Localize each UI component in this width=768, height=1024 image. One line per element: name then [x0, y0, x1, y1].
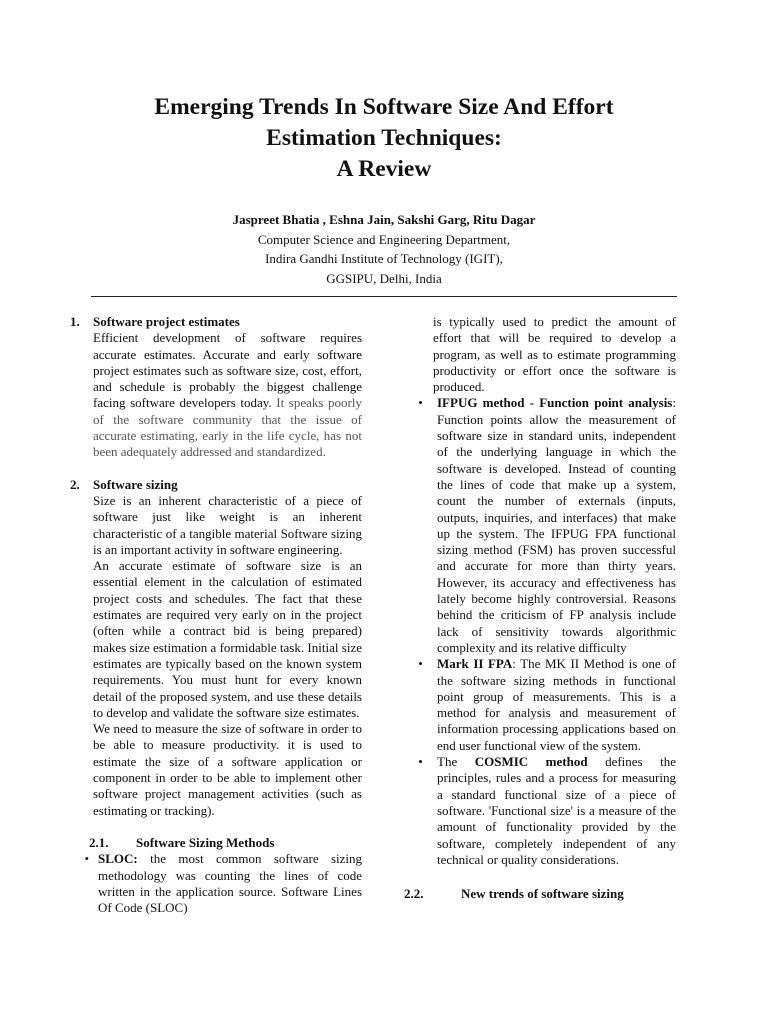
affiliation-line-1: Computer Science and Engineering Department,: [257, 231, 511, 247]
section-1-heading: [60, 314, 362, 330]
bullet-mark-ii: [404, 656, 676, 754]
bullet-text: [98, 851, 362, 916]
bullet-label: SLOC:: [98, 851, 138, 867]
section-2-paragraph-3: We need to measure the size of software in order to be able to measure productivity. it is used to estimate the size of a software application or component in order to be able to implement other software project management activities (such as estimating or tracking).: [93, 721, 362, 818]
bullet-body: : The MK II Method is one of the software sizing methods in functional point group of measurements. This is a method for analysis and measurement of information processing applications based on end user functional view of the system.: [437, 656, 676, 753]
paper-title: [60, 92, 708, 185]
affiliation-line-2: Indira Gandhi Institute of Technology (IGIT),: [265, 251, 503, 266]
subsection-2-1-heading: [60, 835, 362, 851]
bullet-body: the most common software sizing methodology was counting the lines of code written in the application source. Software Lines Of Code (SLOC): [98, 851, 362, 916]
bullet-text: [437, 656, 676, 754]
header-divider: [91, 296, 677, 297]
bullet-cosmic: [404, 754, 676, 868]
bullet-icon: •: [418, 395, 423, 411]
author-names: Jaspreet Bhatia , Eshna Jain, Sakshi Garg, Ritu Dagar: [232, 212, 536, 227]
subsection-title: Software Sizing Methods: [136, 834, 275, 850]
bullet-text: [437, 754, 676, 868]
paragraph-text: Efficient development of software requires accurate estimates. Accurate and early software project estimates such as software size, cost, effort, and schedule is probably the biggest challenge facing software developers today.: [93, 330, 362, 411]
subsection-2-2-heading: [404, 886, 676, 902]
bullet-label: IFPUG method - Function point analysis: [437, 395, 673, 411]
bullet-label: Mark II FPA: [437, 656, 513, 672]
bullet-icon: •: [84, 851, 89, 867]
left-column: [60, 314, 362, 916]
bullet-prefix: The: [437, 754, 475, 770]
author-block: [60, 210, 708, 288]
section-2-paragraph-2: An accurate estimate of software size is an essential element in the calculation of estimated project costs and schedules. The fact that these estimates are required very early on in the project (often while a contract bid is being prepared) makes size estimation a formidable task. Initial size estimates are typically based on the known system requirements. You must hunt for every known detail of the proposed system, and use these details to develop and validate the software size estimates.: [93, 558, 362, 720]
bullet-text: [437, 395, 676, 656]
subsection-number: 2.1.: [89, 834, 109, 850]
bullet-body: : Function points allow the measurement of software size in standard units, independent of the underlying language in which the software is developed. Instead of counting the lines of code that make up a system, count the number of externals (inputs, outputs, inquiries, and interfaces) that make up the system. The IFPUG FPA functional sizing method (FSM) has proven successful and accurate for more than thirty years. However, its accuracy and effectiveness has lately become highly controversial. Reasons behind the criticism of FP analysis include lack of sensitivity towards algorithmic complexity and its relative difficulty: [437, 395, 676, 655]
bullet-label: COSMIC method: [474, 754, 588, 770]
subsection-title: New trends of software sizing: [461, 886, 624, 902]
section-title: Software project estimates: [93, 314, 240, 329]
subsection-number: 2.2.: [404, 886, 424, 902]
sloc-continuation: is typically used to predict the amount of effort that will be required to develop a program, as well as to estimate programming productivity or effort once the software is produced.: [433, 314, 676, 395]
bullet-ifpug: [404, 395, 676, 656]
section-2-paragraph-1: Size is an inherent characteristic of a piece of software just like weight is an inherent characteristic of a tangible material Software sizing is an important activity in software engineering.: [93, 492, 362, 557]
section-1-paragraph: [93, 330, 362, 460]
bullet-body: defines the principles, rules and a process for measuring a standard functional size of a piece of software. 'Functional size' is a measure of the amount of functionality provided by the software, completely independent of any technical or quality considerations.: [437, 754, 676, 867]
paragraph-text-gray: It speaks poorly of the software community that the issue of accurate estimating, early in the life cycle, has not been adequately addressed and standardized.: [93, 395, 362, 460]
bullet-icon: •: [418, 754, 423, 770]
bullet-sloc: [60, 851, 362, 916]
title-line-3: A Review: [336, 156, 432, 182]
section-2-heading: [60, 477, 362, 493]
section-number: 1.: [70, 314, 80, 329]
affiliation-line-3: GGSIPU, Delhi, India: [326, 270, 442, 286]
title-line-1: Emerging Trends In Software Size And Effort: [154, 94, 614, 120]
title-line-2: Estimation Techniques:: [266, 125, 502, 151]
right-column: [404, 314, 676, 902]
section-number: 2.: [70, 476, 80, 492]
section-title: Software sizing: [93, 476, 178, 492]
bullet-icon: •: [418, 656, 423, 672]
